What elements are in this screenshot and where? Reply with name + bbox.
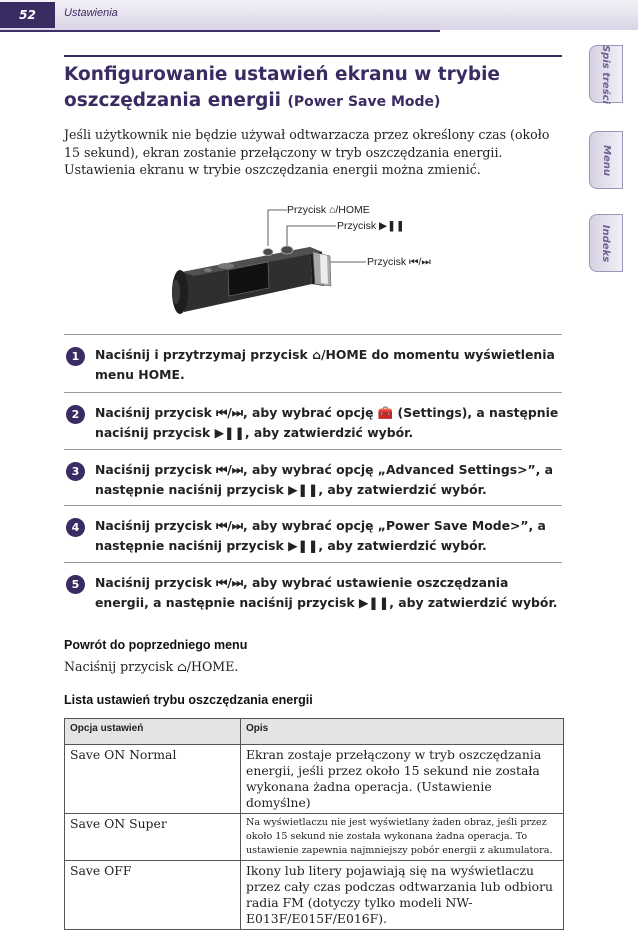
tab-table-of-contents[interactable] — [589, 45, 623, 103]
page-number: 52 — [0, 2, 55, 28]
title-sub: (Power Save Mode) — [287, 94, 441, 110]
back-heading: Powrót do poprzedniego menu — [64, 638, 248, 652]
description-cell: Na wyświetlaczu nie jest wyświetlany żaden obraz, jeśli przez około 15 sekund nie została wykonana żadna operacja. To ustawienie zapewnia najmniejszy pobór energii z akumulatora. — [241, 814, 564, 861]
table-row — [65, 745, 564, 814]
step-number-badge: 2 — [66, 405, 85, 424]
column-header: Opis — [241, 719, 564, 745]
option-cell: Save ON Normal — [65, 745, 241, 814]
step-rule — [64, 449, 562, 450]
callout-play-pause-button: Przycisk ▶❚❚ — [337, 220, 405, 232]
step-rule — [64, 392, 562, 393]
title-main: Konfigurowanie ustawień ekranu w trybie oszczędzania energii — [64, 64, 500, 111]
callout-home-button: Przycisk ⌂/HOME — [287, 204, 370, 216]
tab-label: Indeks — [600, 224, 612, 262]
step-text: Naciśnij przycisk ⏮/⏭, aby wybrać opcję 🧰 (Settings), a następnie naciśnij przycisk ▶❚❚, aby zatwierdzić wybór. — [95, 405, 559, 440]
title-rule — [64, 55, 562, 57]
step-rule — [64, 505, 562, 506]
tab-label: Menu — [600, 144, 612, 176]
settings-table — [64, 718, 564, 930]
header-rule — [0, 30, 440, 32]
callout-skip-button: Przycisk ⏮/⏭ — [367, 256, 431, 268]
tab-label: Spis treści — [600, 44, 612, 104]
step-rule — [64, 562, 562, 563]
step-text: Naciśnij i przytrzymaj przycisk ⌂/HOME do momentu wyświetlenia menu HOME. — [95, 347, 555, 382]
table-row — [65, 814, 564, 861]
step-text: Naciśnij przycisk ⏮/⏭, aby wybrać ustawienie oszczędzania energii, a następnie naciśnij przycisk ▶❚❚, aby zatwierdzić wybór. — [95, 575, 558, 610]
step-text: Naciśnij przycisk ⏮/⏭, aby wybrać opcję „Advanced Settings>”, a następnie naciśnij przycisk ▶❚❚, aby zatwierdzić wybór. — [95, 462, 553, 497]
step-number-badge: 1 — [66, 347, 85, 366]
step-number-badge: 5 — [66, 575, 85, 594]
intro-text: Jeśli użytkownik nie będzie używał odtwarzacza przez określony czas (około 15 sekund), ekran zostanie przełączony w tryb oszczędzania energii. Ustawienia ekranu w trybie oszczędzania energii można zmienić. — [64, 127, 550, 177]
option-cell: Save ON Super — [65, 814, 241, 861]
table-header-row — [65, 719, 564, 745]
section-name: Ustawienia — [64, 7, 118, 19]
table-row — [65, 861, 564, 930]
option-cell: Save OFF — [65, 861, 241, 930]
step-number-badge: 4 — [66, 518, 85, 537]
page-title — [64, 62, 564, 115]
description-cell: Ikony lub litery pojawiają się na wyświetlaczu przez cały czas podczas odtwarzania lub odbioru radia FM (dotyczy tylko modeli NW-E013F/E015F/E016F). — [241, 861, 564, 930]
column-header: Opcja ustawień — [65, 719, 241, 745]
description-cell: Ekran zostaje przełączony w tryb oszczędzania energii, jeśli przez około 15 sekund nie została wykonana żadna operacja. (Ustawienie domyślne) — [241, 745, 564, 814]
step-rule — [64, 334, 562, 335]
step-text: Naciśnij przycisk ⏮/⏭, aby wybrać opcję „Power Save Mode>”, a następnie naciśnij przycisk ▶❚❚, aby zatwierdzić wybór. — [95, 518, 546, 553]
back-text: Naciśnij przycisk ⌂/HOME. — [64, 659, 239, 674]
list-heading: Lista ustawień trybu oszczędzania energii — [64, 693, 313, 707]
tab-menu[interactable] — [589, 131, 623, 189]
step-number-badge: 3 — [66, 462, 85, 481]
